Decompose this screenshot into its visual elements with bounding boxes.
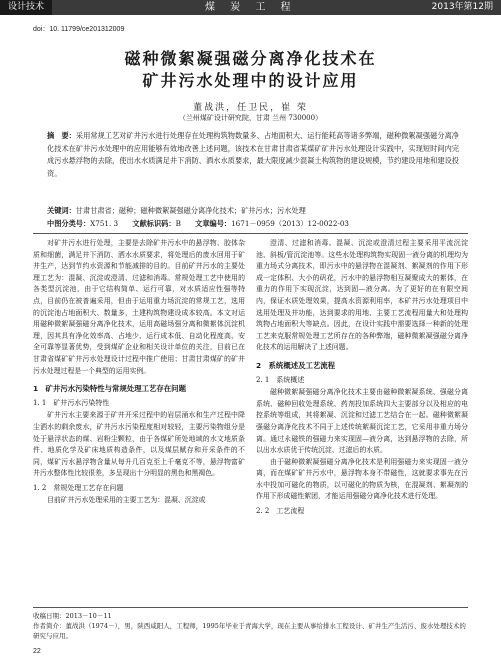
right-column <box>256 238 468 519</box>
art-label: 文章编号： <box>195 219 232 228</box>
subsection-heading-2-2: 2. 2 工艺流程 <box>256 507 305 516</box>
section-heading-1: 1 矿井污水污染特性与常规处理工艺存在问题 <box>33 384 186 394</box>
journal-header <box>0 0 501 18</box>
issue-label: 2013年第12期 <box>431 2 493 12</box>
body-paragraph: 矿井污水主要来源于矿井开采过程中的岩层涌水和生产过程中降尘洒水的剩余废水，矿井污水污染程度相对较轻，主要污染物组分是处于悬浮状态的煤、岩粉尘颗粒，由于各煤矿所处地域的水文地质条件、地质化学及矿床地质构造条件，以及煤层赋存和开采条件的不同，煤矿污水悬浮物含量从每升几百克至上千毫克不等，悬浮物富矿井污水整体性比较很差，多呈现出十分明显的黑色和黑褐色。 <box>33 411 245 478</box>
body-paragraph: 目前矿井污水处理采用的主要工艺为：混凝、沉淀或 <box>47 496 206 505</box>
doc-label: 文献标识码： <box>132 219 176 228</box>
body-paragraph: 对矿井污水进行处理，主要是去除矿井污水中的悬浮物、胶体杂质和细菌，满足井下消防、洒水水质要求，将处理后的废水回用于矿井生产，达到节约水资源和节能减排的目的。目前矿井污水的主要处理工艺为：混凝、沉淀或澄清、过滤和消毒。常规处理工艺中使用的各类型沉淀池，由于它结构简单、运行可靠，对水质适应性强等特点，目前仍在被普遍采用，但由于运用重力场沉淀的常规工艺，选用的沉淀池占地面积大、数量多，土建构筑物建设成本较高。本文对运用磁种微絮凝强磁分离净化技术，运用高磁场强分离和微絮体沉淀机理，因其具有净化效率高、占地少、运行成本低、自动化程度高、安全可靠等显著优势，受到煤矿企业和相关设计单位的关注，目前已在甘肃省煤矿矿井污水处理设计过程中推广使用；甘肃甘肃煤矿的矿井污水处理过程是一个典型的运用实例。 <box>33 239 245 375</box>
authors: 董战洪，任卫民，崔 荣 <box>193 103 308 113</box>
subsection-heading-1-2: 1. 2 常规处理工艺存在问题 <box>33 483 124 492</box>
divider-footer <box>33 607 468 608</box>
art-value: 1671－0959（2013）12-0022-03 <box>231 219 349 228</box>
subsection-heading-2-1: 2. 1 系统概述 <box>256 375 305 384</box>
keywords-label: 关键词： <box>47 206 76 215</box>
section-heading-2: 2 系统概述及工艺流程 <box>256 360 336 370</box>
left-column <box>33 238 245 507</box>
article-number <box>195 219 349 229</box>
footnote <box>33 611 468 641</box>
abstract-label: 摘 要： <box>47 131 76 140</box>
divider-top <box>33 233 468 234</box>
clc-value: X751. 3 <box>90 219 119 228</box>
abstract <box>47 130 459 180</box>
doi: doi：10. 11799/ce201312009 <box>33 26 125 33</box>
doc-value: B <box>175 219 181 228</box>
affiliation: （兰州煤矿设计研究院，甘肃 兰州 730000） <box>178 114 323 122</box>
journal-name: 煤 炭 工 程 <box>205 2 297 13</box>
body-paragraph: 磁种微絮凝强磁分离净化技术主要由磁种微絮凝系统、强磁分离系统、磁种回收处理系统、药剂投加系统四大主要部分以及相应的电控系统等组成，其将絮凝、沉淀和过滤工艺结合在一起。磁种微絮凝强磁分离净化技术不同于上述传统絮凝沉淀工艺，它采用非重力场分离。通过永磁铁的强磁力来实现固—液分离，达到悬浮物的去除，所以出水水质优于传统沉淀、过滤后的水质。 <box>256 388 468 455</box>
clc-label: 中图分类号： <box>47 219 91 228</box>
abstract-text: 采用常规工艺对矿井污水进行处理存在处理构筑物数量多、占地面积大、运行能耗高等诸多弊端，磁种微絮凝强磁分离净化技术在矿井污水处理中的应用能够有效地改善上述问题，该技术在甘肃甘肃省某煤矿矿井污水处理设计实践中，实现短时间内完成污水悬浮物的去除，使出水水质满足井下消防、洒水水质要求，最大限度减少混凝土构筑物的建设规模，节约建设用地和建设投资。 <box>47 131 459 178</box>
clc-number <box>47 219 118 229</box>
author-bio: 作者简介：董战洪（1974－），男，陕西咸阳人，工程师，1995年毕业于青海大学，现在主要从事给排水工程设计、矿井生产生活污、废水处理技术的研究与应用。 <box>33 622 466 640</box>
page-number: 22 <box>33 648 41 655</box>
subsection-heading-1-1: 1. 1 矿井污水污染特性 <box>33 398 110 407</box>
doc-code <box>132 219 180 229</box>
keywords <box>47 206 459 216</box>
received-date: 收稿日期：2013－10－11 <box>33 612 112 620</box>
title-line-1: 磁种微絮凝强磁分离净化技术在 <box>124 49 377 68</box>
classification-line <box>47 219 467 229</box>
section-tag: 设计技术 <box>0 0 52 15</box>
title-line-2: 矿井污水处理中的设计应用 <box>142 71 359 90</box>
body-paragraph: 澄清、过滤和消毒。混凝、沉淀或澄清过程主要采用平流沉淀池、斜板/管沉淀池等。这些水处理构筑物实现固一液分离的机理均为重力场式分离技术，即污水中的悬浮物在混凝剂、絮凝剂的作用下形成一定体积、大小的矾花，污水中的悬浮物相互凝聚成大的絮体，在重力的作用下实现沉淀，达到固—液分离。为了更好的在有限空间内，保证水质处理效果，提高水资源利用率，本矿井污水处理项目中选用处理及井功能，达到要求的用地、主要工艺流程用量大和处理构筑物占地面积大等缺点。因此，在设计实践中需要选择一种新的处理工艺来克服常规处理工艺所存在的各种弊端，磁种微絮凝强磁分离净化技术的运用解决了上述问题。 <box>256 239 468 352</box>
body-paragraph: 由于磁种微絮凝强磁分离净化技术是利用强磁力来实现固一液分离，而在煤矿矿井污水中，悬浮物本身不带磁性，这就要求事先在污水中投加可磁化的物质，以可磁化的物质为核，在混凝剂、絮凝剂的作用下形成磁性絮团，才能运用强磁分离净化技术进行处理。 <box>256 457 468 501</box>
keywords-text: 甘肃甘肃省；磁种；磁种微絮凝强磁分离净化技术；矿井污水；污水处理 <box>75 206 306 215</box>
